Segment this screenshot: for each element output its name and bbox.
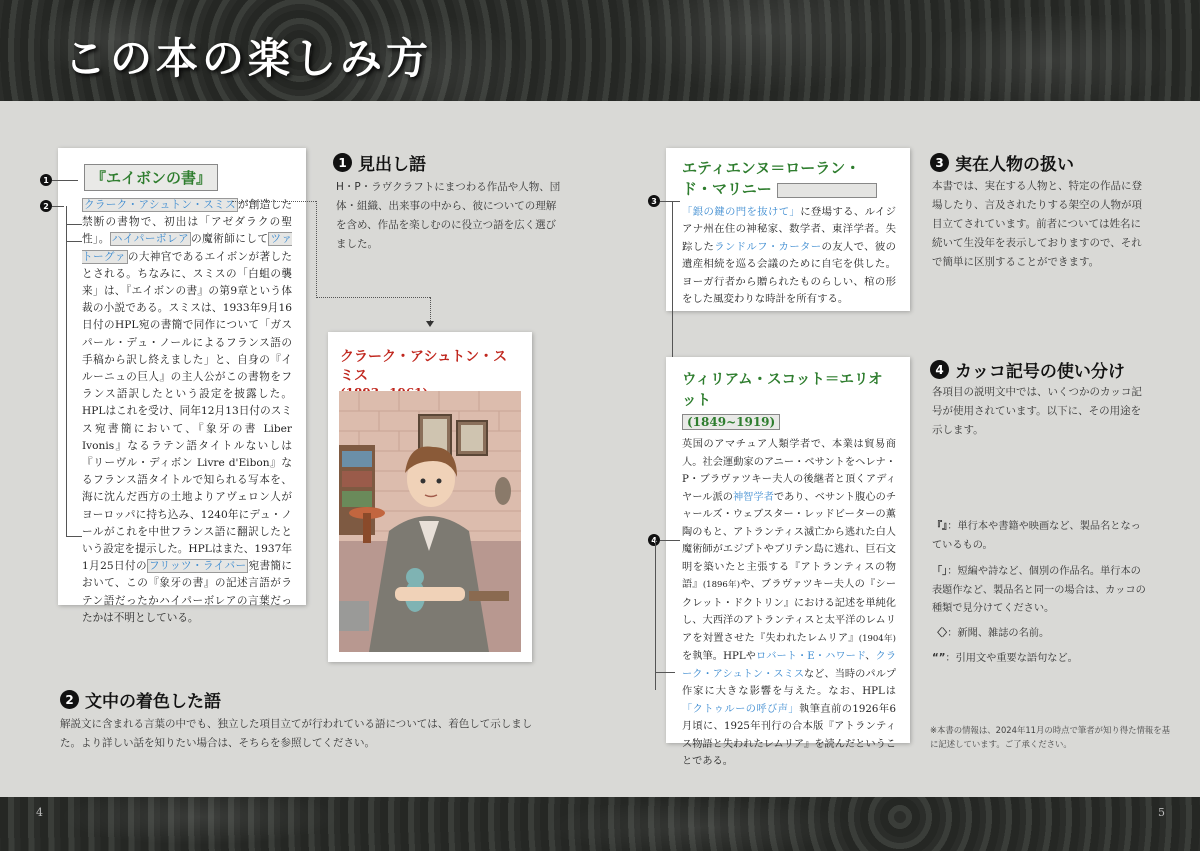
portrait-name: クラーク・アシュトン・スミス bbox=[340, 349, 508, 384]
guide-line-2-vertical bbox=[66, 206, 67, 536]
marker-1: 1 bbox=[40, 174, 52, 186]
dotted-connector bbox=[316, 297, 430, 298]
page-number-left: 4 bbox=[36, 806, 43, 819]
entry-name: ウィリアム・スコット＝エリオット bbox=[682, 371, 883, 409]
page-title: この本の楽しみ方 bbox=[64, 34, 433, 83]
section-title: カッコ記号の使い分け bbox=[955, 362, 1125, 382]
section-4-text: 各項目の説明文中では、いくつかのカッコ記号が使用されています。以下に、その用途を示します。 bbox=[932, 386, 1142, 436]
section-2-text: 解説文に含まれる言葉の中でも、独立した項目立てが行われている語については、着色して示しました。より詳しい話を知りたい場合は、そちらを参照してください。 bbox=[60, 718, 533, 749]
guide-line-4 bbox=[660, 540, 680, 541]
entry-body: クラーク・アシュトン・スミス が創造した禁断の書物で、初出は「アゼダラクの聖性」。 ハイパーボレア の魔術師にして ツァトーグァ の大神官であるエイボンが著したとされる。ちなみに、スミスの「白蛆の襲来」は、『エイボンの書』の第9章という体裁の小説である。スミスは、1933年9月16日付のHPL宛の書簡で同作について「ガスパール・デュ・ノールによるフランス語の手稿から訳し終えました」と、自身の『イルーニュの巨人』の主人公がこの書物をフランス語訳したという設定を披露した。HPLはこれを受け、同年12月13日付のスミス宛書簡において、『象牙の書 Liber Ivonis』なるラテン語タイトルないしは『リーヴル・ディボン Livre d'Eibon』なるフランス語タイトルで知られる写本を、海に沈んだ西方の土地よりアヴェロン人がヨーロッパに持ち込み、1240年にデュ・ノールがこれを中世フランス語に翻訳したという設定を提示した。HPLはまた、1937年1月25日付の フリッツ・ライバー 宛書簡において、この『象牙の書』の記述言語がラテン語だったかハイパーボレアの言葉だったかは不明としている。 bbox=[82, 199, 293, 624]
portrait-panel bbox=[328, 332, 532, 662]
section-number: 1 bbox=[333, 153, 352, 172]
entry-body: 英国のアマチュア人類学者で、本業は貿易商人。社会運動家のアニー・ベサントをヘレナ・P・ブラヴァツキー夫人の後継者と頂くアディヤール派の神智学者であり、ベサント腹心のチャールズ・ウェブスター・レッドビーターの薫陶のもと、アトランティス滅亡から逃れた白人魔術師がエジプトやブリテン島に逃れ、巨石文明を築いたと主張する『アトランティスの物語』(1896年)や、ブラヴァツキー夫人の『シークレット・ドクトリン』における記述を単純化し、大西洋のアトランティスと太平洋のレムリアを対置させた『失われたレムリア』(1904年)を執筆。HPLやロバート・E・ハワード、クラーク・アシュトン・スミスなど、当時のパルプ作家に大きな影響を与えた。なお、HPLは「クトゥルーの呼び声」執筆直前の1926年6月頃に、1925年刊行の合本版『アトランティス物語と失われたレムリア』を読んだということである。 bbox=[682, 439, 897, 767]
guide-line-3 bbox=[660, 201, 680, 202]
dotted-connector bbox=[316, 201, 317, 298]
dotted-connector bbox=[430, 297, 431, 321]
guide-line-4-vertical bbox=[655, 540, 656, 690]
page-number-right: 5 bbox=[1158, 806, 1165, 819]
guide-line-2 bbox=[52, 206, 64, 207]
section-3-text: 本書では、実在する人物と、特定の作品に登場したり、言及されたりする架空の人物が項目立てされています。前者については姓名に続いて生没年を表示しておりますので、それで簡単に区別することができます。 bbox=[932, 180, 1142, 268]
entry-name-line2: ド・マリニー bbox=[682, 180, 772, 198]
dotted-connector bbox=[232, 201, 316, 202]
entry-headword: 『エイボンの書』 bbox=[84, 164, 218, 191]
bracket-legend-item: 〈〉：新聞、雑誌の名前。 bbox=[932, 628, 1050, 639]
entry-panel-scott-elliot bbox=[666, 357, 910, 767]
section-number: 3 bbox=[930, 153, 949, 172]
guide-tick bbox=[66, 241, 82, 242]
section-title: 文中の着色した語 bbox=[85, 692, 221, 712]
section-1-heading bbox=[333, 150, 426, 175]
section-1-text: H・P・ラヴクラフトにまつわる作品や人物、団体・組織、出来事の中から、彼についての理解を含め、作品を楽しむのに役立つ語を広く選びました。 bbox=[336, 181, 561, 250]
footer-marble-band bbox=[0, 797, 1200, 851]
guide-tick bbox=[655, 672, 675, 673]
section-3-heading bbox=[930, 150, 1074, 175]
bracket-legend-item: “”：引用文や重要な語句など。 bbox=[932, 653, 1078, 664]
guide-tick bbox=[66, 224, 82, 225]
marker-3: 3 bbox=[648, 195, 660, 207]
bracket-legend-item: 『』：単行本や書籍や映画など、製品名となっているもの。 bbox=[932, 521, 1141, 551]
entry-body: 「銀の鍵の門を抜けて」に登場する、ルイジアナ州在住の神秘家、数学者、東洋学者。失踪したランドルフ・カーターの友人で、彼の遺産相続を巡る会議のために自宅を供した。ヨーガ行者から贈られたものらしい、棺の形をした風変わりな時計を所有する。 bbox=[682, 206, 897, 306]
marker-2: 2 bbox=[40, 200, 52, 212]
section-title: 見出し語 bbox=[358, 155, 426, 175]
entry-name-line1: エティエンヌ＝ローラン・ bbox=[682, 159, 861, 177]
section-title: 実在人物の扱い bbox=[955, 155, 1074, 175]
years-placeholder-box bbox=[777, 183, 877, 198]
section-4-heading bbox=[930, 357, 1125, 382]
entry-panel-eibon bbox=[58, 148, 306, 624]
portrait-image bbox=[339, 391, 521, 652]
arrow-down-icon bbox=[426, 321, 434, 327]
section-number: 2 bbox=[60, 690, 79, 709]
footnote: ※本書の情報は、2024年11月の時点で筆者が知り得た情報を基に記述しています。ご了承ください。 bbox=[930, 725, 1170, 749]
portrait-illustration bbox=[339, 391, 521, 652]
guide-line-1 bbox=[52, 180, 78, 181]
section-2-heading bbox=[60, 687, 221, 712]
section-number: 4 bbox=[930, 360, 949, 379]
guide-tick bbox=[66, 536, 82, 537]
bracket-legend-item: 「」：短編や詩など、個別の作品名。単行本の表題作など、製品名と同一の場合は、カッコの種類で見分けてください。 bbox=[932, 566, 1146, 614]
marker-4: 4 bbox=[648, 534, 660, 546]
entry-years: (1849~1919) bbox=[682, 414, 780, 430]
entry-panel-marigny bbox=[666, 148, 910, 311]
